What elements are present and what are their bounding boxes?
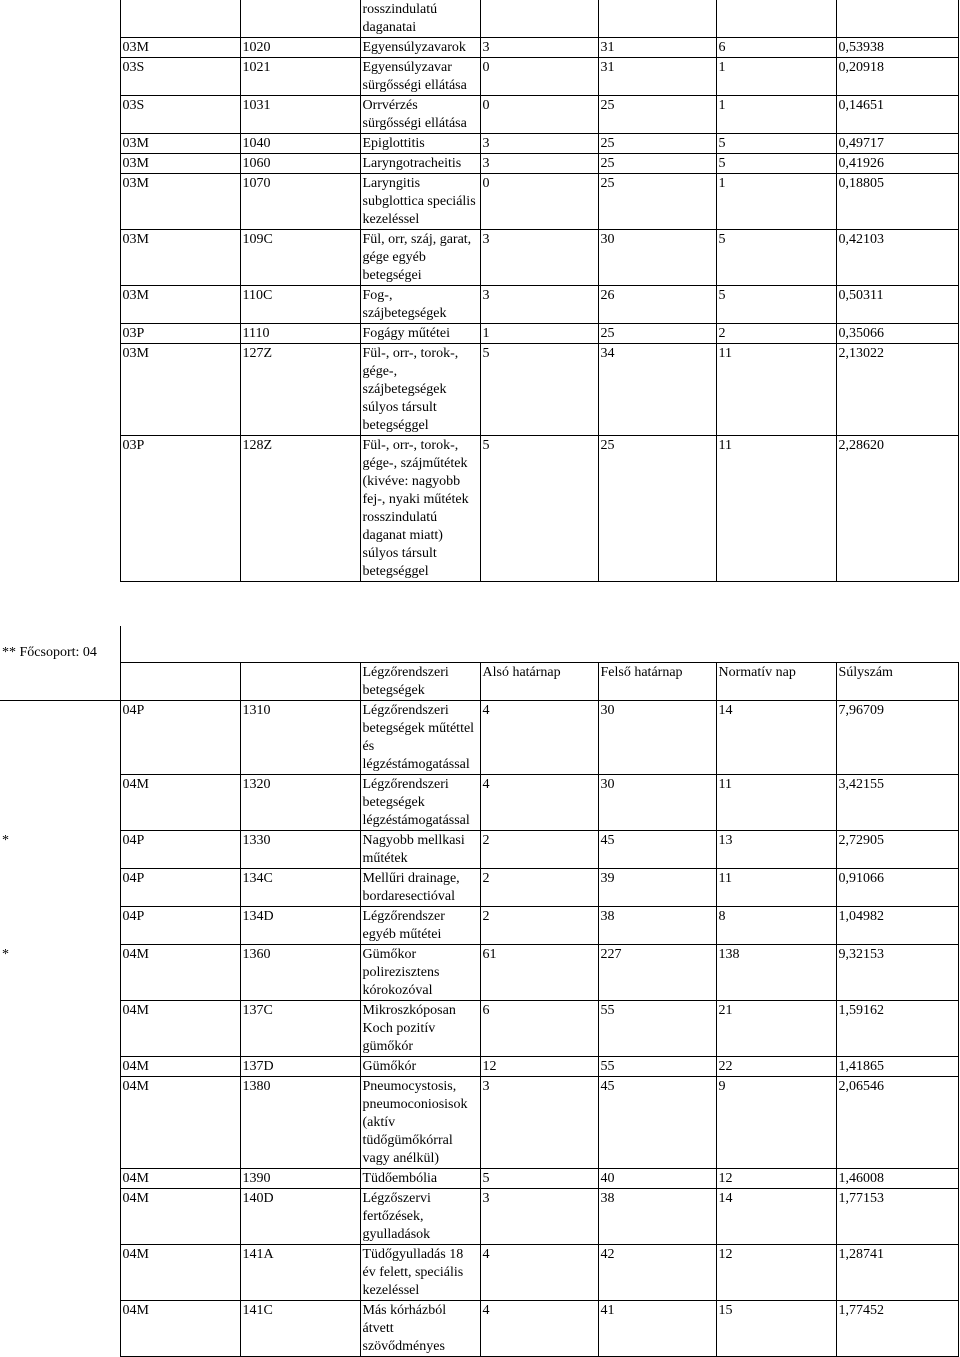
- cell-upper-day-limit: 40: [598, 1169, 716, 1189]
- header-cell-lower-limit: Alsó határnap: [480, 663, 598, 701]
- cell-drg-code: 1320: [240, 775, 360, 831]
- cell-row-marker: [0, 154, 120, 174]
- header-cell-marker: [0, 663, 120, 701]
- cell-row-marker: [0, 344, 120, 436]
- table-row: [0, 344, 958, 436]
- table-row: [0, 38, 958, 58]
- cell-drg-code: 1390: [240, 1169, 360, 1189]
- cell-drg-code: 134D: [240, 907, 360, 945]
- cell-drg-code: 137C: [240, 1001, 360, 1057]
- cell-weight: 0,20918: [836, 58, 958, 96]
- table-row: [0, 174, 958, 230]
- cell-normative-days: [716, 0, 836, 38]
- cell-normative-days: 138: [716, 945, 836, 1001]
- cell-upper-day-limit: 227: [598, 945, 716, 1001]
- group-title-spacer: [120, 626, 958, 663]
- cell-lower-day-limit: 12: [480, 1057, 598, 1077]
- table-row: [0, 58, 958, 96]
- cell-drg-type: 03M: [120, 230, 240, 286]
- cell-normative-days: 6: [716, 38, 836, 58]
- cell-drg-name: Mikroszkóposan Koch pozitív gümőkór: [360, 1001, 480, 1057]
- cell-upper-day-limit: 25: [598, 436, 716, 582]
- cell-upper-day-limit: 31: [598, 58, 716, 96]
- cell-drg-type: 04M: [120, 1169, 240, 1189]
- cell-upper-day-limit: 30: [598, 701, 716, 775]
- cell-normative-days: 12: [716, 1245, 836, 1301]
- cell-lower-day-limit: 0: [480, 96, 598, 134]
- cell-normative-days: 12: [716, 1169, 836, 1189]
- cell-drg-name: Légzőrendszeri betegségek légzéstámogatással: [360, 775, 480, 831]
- cell-drg-code: 134C: [240, 869, 360, 907]
- cell-drg-name: Mellűri drainage, bordaresectióval: [360, 869, 480, 907]
- cell-upper-day-limit: 42: [598, 1245, 716, 1301]
- cell-normative-days: 5: [716, 230, 836, 286]
- cell-upper-day-limit: 25: [598, 324, 716, 344]
- group-title-row: [0, 626, 958, 663]
- table-row: [0, 775, 958, 831]
- cell-drg-name: Orrvérzés sürgősségi ellátása: [360, 96, 480, 134]
- cell-weight: 0,50311: [836, 286, 958, 324]
- cell-row-marker: [0, 174, 120, 230]
- cell-drg-type: 04P: [120, 869, 240, 907]
- cell-weight: 1,28741: [836, 1245, 958, 1301]
- drg-table-group-04: [0, 626, 959, 1357]
- cell-upper-day-limit: 55: [598, 1001, 716, 1057]
- cell-normative-days: 13: [716, 831, 836, 869]
- table-row: [0, 869, 958, 907]
- cell-drg-name: Légzőrendszeri betegségek műtéttel és légzéstámogatással: [360, 701, 480, 775]
- table-row: [0, 1169, 958, 1189]
- cell-upper-day-limit: 34: [598, 344, 716, 436]
- cell-row-marker: [0, 436, 120, 582]
- cell-normative-days: 1: [716, 96, 836, 134]
- table-row: [0, 154, 958, 174]
- cell-upper-day-limit: 39: [598, 869, 716, 907]
- cell-upper-day-limit: 45: [598, 1077, 716, 1169]
- header-cell-id: [240, 663, 360, 701]
- cell-upper-day-limit: 25: [598, 174, 716, 230]
- cell-normative-days: 14: [716, 701, 836, 775]
- cell-row-marker: [0, 38, 120, 58]
- cell-upper-day-limit: 30: [598, 775, 716, 831]
- table-row: [0, 134, 958, 154]
- header-cell-normative-days: Normatív nap: [716, 663, 836, 701]
- cell-row-marker: [0, 1245, 120, 1301]
- cell-drg-code: 1060: [240, 154, 360, 174]
- cell-weight: 1,77452: [836, 1301, 958, 1357]
- header-cell-upper-limit: Felső határnap: [598, 663, 716, 701]
- cell-row-marker: [0, 1077, 120, 1169]
- cell-normative-days: 11: [716, 344, 836, 436]
- cell-drg-type: 03M: [120, 38, 240, 58]
- cell-weight: 1,41865: [836, 1057, 958, 1077]
- cell-lower-day-limit: 5: [480, 436, 598, 582]
- cell-drg-type: 03S: [120, 96, 240, 134]
- cell-normative-days: 8: [716, 907, 836, 945]
- cell-lower-day-limit: 3: [480, 1077, 598, 1169]
- cell-drg-name: Fül-, orr-, torok-, gége-, szájműtétek (kivéve: nagyobb fej-, nyaki műtétek rosszindulatú daganat miatt) súlyos társult betegséggel: [360, 436, 480, 582]
- table-row: [0, 1077, 958, 1169]
- cell-weight: 0,91066: [836, 869, 958, 907]
- table-row: [0, 1001, 958, 1057]
- cell-lower-day-limit: 3: [480, 154, 598, 174]
- cell-weight: 0,53938: [836, 38, 958, 58]
- cell-row-marker: [0, 1189, 120, 1245]
- cell-weight: 0,18805: [836, 174, 958, 230]
- cell-weight: 2,06546: [836, 1077, 958, 1169]
- cell-weight: 1,04982: [836, 907, 958, 945]
- cell-drg-code: 1021: [240, 58, 360, 96]
- cell-upper-day-limit: 25: [598, 134, 716, 154]
- cell-drg-type: 04P: [120, 701, 240, 775]
- cell-row-marker: [0, 1057, 120, 1077]
- cell-normative-days: 5: [716, 154, 836, 174]
- cell-drg-type: 04M: [120, 1077, 240, 1169]
- cell-normative-days: 21: [716, 1001, 836, 1057]
- cell-drg-code: 141C: [240, 1301, 360, 1357]
- table-row: [0, 945, 958, 1001]
- cell-weight: 1,46008: [836, 1169, 958, 1189]
- cell-drg-code: 1380: [240, 1077, 360, 1169]
- cell-drg-name: Egyensúlyzavar sürgősségi ellátása: [360, 58, 480, 96]
- table-row: [0, 831, 958, 869]
- cell-drg-code: 110C: [240, 286, 360, 324]
- cell-normative-days: 5: [716, 134, 836, 154]
- table-row: [0, 1189, 958, 1245]
- cell-row-marker: [0, 0, 120, 38]
- table-row: [0, 286, 958, 324]
- cell-row-marker: [0, 1301, 120, 1357]
- cell-drg-code: 1330: [240, 831, 360, 869]
- cell-drg-name: Epiglottitis: [360, 134, 480, 154]
- cell-weight: 7,96709: [836, 701, 958, 775]
- cell-drg-name: Más kórházból átvett szövődményes: [360, 1301, 480, 1357]
- group-title: ** Főcsoport: 04: [0, 626, 120, 663]
- cell-drg-name: Fog-, szájbetegségek: [360, 286, 480, 324]
- table-row: [0, 1301, 958, 1357]
- cell-row-marker: [0, 96, 120, 134]
- cell-weight: 3,42155: [836, 775, 958, 831]
- cell-upper-day-limit: [598, 0, 716, 38]
- cell-row-marker: [0, 58, 120, 96]
- cell-row-marker: [0, 286, 120, 324]
- cell-drg-code: 1070: [240, 174, 360, 230]
- cell-row-marker: [0, 869, 120, 907]
- table-row: [0, 701, 958, 775]
- cell-drg-code: 1360: [240, 945, 360, 1001]
- cell-drg-name: Pneumocystosis, pneumoconiosisok (aktív tüdőgümőkórral vagy anélkül): [360, 1077, 480, 1169]
- cell-drg-code: 141A: [240, 1245, 360, 1301]
- cell-upper-day-limit: 45: [598, 831, 716, 869]
- table-row: [0, 324, 958, 344]
- cell-lower-day-limit: 5: [480, 344, 598, 436]
- cell-drg-name: Légzőszervi fertőzések, gyulladások: [360, 1189, 480, 1245]
- cell-drg-code: 128Z: [240, 436, 360, 582]
- cell-row-marker: [0, 1001, 120, 1057]
- cell-drg-name: Tüdőgyulladás 18 év felett, speciális kezeléssel: [360, 1245, 480, 1301]
- cell-weight: 0,41926: [836, 154, 958, 174]
- drg-table-body: [0, 626, 958, 1357]
- cell-drg-type: 03M: [120, 154, 240, 174]
- table-row: [0, 230, 958, 286]
- cell-normative-days: 11: [716, 436, 836, 582]
- cell-drg-type: 03M: [120, 174, 240, 230]
- cell-normative-days: 5: [716, 286, 836, 324]
- cell-weight: 2,13022: [836, 344, 958, 436]
- cell-lower-day-limit: 6: [480, 1001, 598, 1057]
- cell-row-marker: *: [0, 831, 120, 869]
- cell-drg-code: 1031: [240, 96, 360, 134]
- cell-drg-code: 140D: [240, 1189, 360, 1245]
- cell-drg-type: 04M: [120, 775, 240, 831]
- drg-table-group-03: [0, 0, 959, 582]
- cell-drg-type: 04P: [120, 831, 240, 869]
- cell-lower-day-limit: 0: [480, 58, 598, 96]
- cell-lower-day-limit: 2: [480, 869, 598, 907]
- cell-lower-day-limit: 1: [480, 324, 598, 344]
- cell-drg-name: rosszindulatú daganatai: [360, 0, 480, 38]
- cell-weight: 0,14651: [836, 96, 958, 134]
- cell-row-marker: [0, 1169, 120, 1189]
- cell-upper-day-limit: 38: [598, 907, 716, 945]
- header-cell-code: [120, 663, 240, 701]
- cell-drg-name: Laryngitis subglottica speciális kezeléssel: [360, 174, 480, 230]
- cell-drg-type: 04M: [120, 1001, 240, 1057]
- header-cell-weight: Súlyszám: [836, 663, 958, 701]
- cell-row-marker: [0, 230, 120, 286]
- cell-drg-code: 127Z: [240, 344, 360, 436]
- cell-upper-day-limit: 41: [598, 1301, 716, 1357]
- cell-normative-days: 15: [716, 1301, 836, 1357]
- cell-weight: 2,72905: [836, 831, 958, 869]
- cell-drg-type: 04M: [120, 1057, 240, 1077]
- cell-drg-type: 04M: [120, 1245, 240, 1301]
- cell-normative-days: 11: [716, 775, 836, 831]
- cell-lower-day-limit: 4: [480, 1301, 598, 1357]
- table-row: [0, 1245, 958, 1301]
- cell-lower-day-limit: 2: [480, 907, 598, 945]
- cell-drg-name: Légzőrendszer egyéb műtétei: [360, 907, 480, 945]
- cell-lower-day-limit: 4: [480, 701, 598, 775]
- cell-drg-type: 03S: [120, 58, 240, 96]
- cell-normative-days: 2: [716, 324, 836, 344]
- cell-lower-day-limit: 3: [480, 1189, 598, 1245]
- cell-upper-day-limit: 25: [598, 96, 716, 134]
- header-cell-group-name: Légzőrendszeri betegségek: [360, 663, 480, 701]
- cell-lower-day-limit: 3: [480, 230, 598, 286]
- cell-drg-name: Laryngotracheitis: [360, 154, 480, 174]
- cell-upper-day-limit: 30: [598, 230, 716, 286]
- cell-drg-name: Tüdőembólia: [360, 1169, 480, 1189]
- cell-normative-days: 9: [716, 1077, 836, 1169]
- cell-drg-type: 04M: [120, 945, 240, 1001]
- cell-normative-days: 22: [716, 1057, 836, 1077]
- cell-weight: 1,77153: [836, 1189, 958, 1245]
- cell-upper-day-limit: 31: [598, 38, 716, 58]
- cell-drg-name: Fül-, orr-, torok-, gége-, szájbetegségek súlyos társult betegséggel: [360, 344, 480, 436]
- cell-drg-code: 1040: [240, 134, 360, 154]
- cell-drg-type: 04M: [120, 1189, 240, 1245]
- cell-row-marker: [0, 701, 120, 775]
- cell-row-marker: [0, 907, 120, 945]
- table-row: [0, 0, 958, 38]
- cell-drg-type: 03M: [120, 286, 240, 324]
- cell-weight: [836, 0, 958, 38]
- cell-drg-code: 137D: [240, 1057, 360, 1077]
- cell-lower-day-limit: 4: [480, 1245, 598, 1301]
- cell-normative-days: 11: [716, 869, 836, 907]
- cell-drg-type: [120, 0, 240, 38]
- cell-drg-type: 04M: [120, 1301, 240, 1357]
- table-row: [0, 96, 958, 134]
- cell-drg-code: 1310: [240, 701, 360, 775]
- table-row: [0, 436, 958, 582]
- cell-weight: 0,49717: [836, 134, 958, 154]
- cell-drg-name: Gümőkor polirezisztens kórokozóval: [360, 945, 480, 1001]
- cell-row-marker: [0, 324, 120, 344]
- cell-row-marker: *: [0, 945, 120, 1001]
- cell-normative-days: 1: [716, 174, 836, 230]
- cell-weight: 2,28620: [836, 436, 958, 582]
- cell-lower-day-limit: 3: [480, 286, 598, 324]
- cell-drg-type: 03M: [120, 134, 240, 154]
- cell-lower-day-limit: 0: [480, 174, 598, 230]
- cell-drg-name: Fül, orr, száj, garat, gége egyéb betegségei: [360, 230, 480, 286]
- cell-normative-days: 14: [716, 1189, 836, 1245]
- table-row: [0, 1057, 958, 1077]
- table-row: [0, 907, 958, 945]
- cell-drg-name: Fogágy műtétei: [360, 324, 480, 344]
- cell-upper-day-limit: 38: [598, 1189, 716, 1245]
- cell-lower-day-limit: 61: [480, 945, 598, 1001]
- cell-drg-name: Gümőkór: [360, 1057, 480, 1077]
- cell-lower-day-limit: 2: [480, 831, 598, 869]
- cell-row-marker: [0, 134, 120, 154]
- cell-drg-code: 1020: [240, 38, 360, 58]
- cell-drg-type: 03P: [120, 324, 240, 344]
- cell-lower-day-limit: 3: [480, 134, 598, 154]
- cell-weight: 0,35066: [836, 324, 958, 344]
- cell-weight: 9,32153: [836, 945, 958, 1001]
- cell-row-marker: [0, 775, 120, 831]
- header-row: [0, 663, 958, 701]
- cell-drg-code: [240, 0, 360, 38]
- cell-upper-day-limit: 55: [598, 1057, 716, 1077]
- cell-lower-day-limit: 4: [480, 775, 598, 831]
- cell-lower-day-limit: [480, 0, 598, 38]
- cell-lower-day-limit: 3: [480, 38, 598, 58]
- cell-drg-name: Egyensúlyzavarok: [360, 38, 480, 58]
- cell-upper-day-limit: 25: [598, 154, 716, 174]
- cell-drg-name: Nagyobb mellkasi műtétek: [360, 831, 480, 869]
- cell-drg-type: 03P: [120, 436, 240, 582]
- cell-weight: 0,42103: [836, 230, 958, 286]
- cell-lower-day-limit: 5: [480, 1169, 598, 1189]
- cell-drg-code: 1110: [240, 324, 360, 344]
- cell-normative-days: 1: [716, 58, 836, 96]
- cell-weight: 1,59162: [836, 1001, 958, 1057]
- cell-drg-code: 109C: [240, 230, 360, 286]
- cell-drg-type: 04P: [120, 907, 240, 945]
- cell-drg-type: 03M: [120, 344, 240, 436]
- drg-table-body: [0, 0, 958, 582]
- cell-upper-day-limit: 26: [598, 286, 716, 324]
